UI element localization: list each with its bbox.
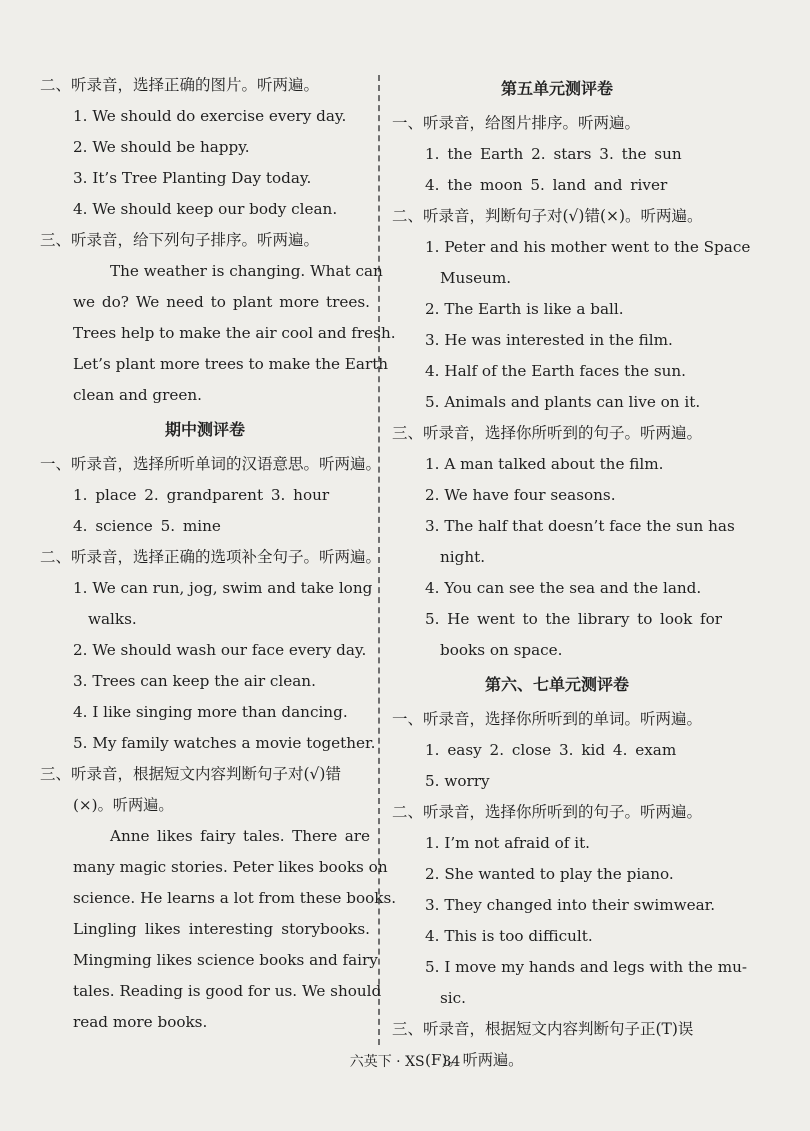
- list-item-continuation: night.: [440, 548, 486, 566]
- list-item: 4. I like singing more than dancing.: [73, 703, 348, 721]
- paragraph-line: read more books.: [73, 1013, 208, 1031]
- section-heading: 一、听录音，选择所听单词的汉语意思。听两遍。: [40, 455, 382, 473]
- list-item: 2. We should be happy.: [73, 138, 250, 156]
- paragraph-line: The weather is changing. What can: [110, 262, 383, 280]
- list-item: 3. They changed into their swimwear.: [425, 896, 716, 914]
- paragraph-line: Anne likes fairy tales. There are: [110, 827, 370, 845]
- section-heading-continuation: (×)。听两遍。: [73, 796, 174, 814]
- list-item: 3. Trees can keep the air clean.: [73, 672, 316, 690]
- page-footer: 六英下 · XS 34: [349, 1054, 461, 1070]
- word-list-row: 1. place 2. grandparent 3. hour: [73, 486, 330, 504]
- word-list-row: 4. science 5. mine: [73, 517, 221, 535]
- section-heading: 二、听录音，选择正确的选项补全句子。听两遍。: [40, 548, 382, 566]
- list-item: 2. The Earth is like a ball.: [425, 300, 624, 318]
- word-list-row: 4. the moon 5. land and river: [425, 176, 668, 194]
- list-item-continuation: sic.: [440, 989, 466, 1007]
- paragraph-line: Lingling likes interesting storybooks.: [73, 920, 370, 938]
- right-column: [392, 70, 751, 1076]
- exam-title: 第五单元测评卷: [500, 79, 613, 98]
- list-item: 4. You can see the sea and the land.: [425, 579, 702, 597]
- section-heading: 二、听录音，判断句子对(√)错(×)。听两遍。: [392, 207, 703, 225]
- exam-title: 期中测评卷: [164, 420, 245, 439]
- list-item: 3. He was interested in the film.: [425, 331, 673, 349]
- paragraph-line: Mingming likes science books and fairy: [73, 951, 378, 969]
- paragraph-line: clean and green.: [73, 386, 202, 404]
- list-item: 5. My family watches a movie together.: [73, 734, 376, 752]
- paragraph-line: many magic stories. Peter likes books on: [73, 858, 388, 876]
- section-heading: 三、听录音，选择你所听到的句子。听两遍。: [392, 424, 703, 442]
- list-item: 1. We should do exercise every day.: [73, 107, 347, 125]
- list-item: 1. I’m not afraid of it.: [425, 834, 591, 852]
- list-item: 4. Half of the Earth faces the sun.: [425, 362, 687, 380]
- section-heading: 三、听录音，给下列句子排序。听两遍。: [40, 231, 320, 249]
- list-item: 5. I move my hands and legs with the mu-: [425, 958, 748, 976]
- section-heading: 三、听录音，根据短文内容判断句子正(T)误: [392, 1020, 694, 1038]
- paragraph-line: we do? We need to plant more trees.: [73, 293, 370, 311]
- section-heading-continuation: (F)。听两遍。: [425, 1051, 524, 1069]
- list-item-continuation: books on space.: [440, 641, 563, 659]
- word-list-row: 1. easy 2. close 3. kid 4. exam: [425, 741, 677, 759]
- word-list-row: 1. the Earth 2. stars 3. the sun: [425, 145, 682, 163]
- list-item: 5. Animals and plants can live on it.: [425, 393, 701, 411]
- list-item-continuation: walks.: [88, 610, 137, 628]
- list-item: 2. We should wash our face every day.: [73, 641, 367, 659]
- section-heading: 二、听录音，选择你所听到的句子。听两遍。: [392, 803, 703, 821]
- list-item: 3. It’s Tree Planting Day today.: [73, 169, 312, 187]
- list-item: 2. We have four seasons.: [425, 486, 616, 504]
- list-item: 1. A man talked about the film.: [425, 455, 664, 473]
- list-item: 5. He went to the library to look for: [425, 610, 722, 628]
- list-item-continuation: Museum.: [440, 269, 512, 287]
- list-item: 3. The half that doesn’t face the sun has: [425, 517, 735, 535]
- section-heading: 一、听录音，选择你所听到的单词。听两遍。: [392, 710, 703, 728]
- list-item: 1. Peter and his mother went to the Space: [425, 238, 751, 256]
- list-item: 2. She wanted to play the piano.: [425, 865, 674, 883]
- section-heading: 三、听录音，根据短文内容判断句子对(√)错: [40, 765, 341, 783]
- section-heading: 二、听录音，选择正确的图片。听两遍。: [40, 76, 320, 94]
- list-item: 4. This is too difficult.: [425, 927, 593, 945]
- paragraph-line: tales. Reading is good for us. We should: [73, 982, 382, 1000]
- exam-title: 第六、七单元测评卷: [484, 675, 629, 694]
- paragraph-line: Trees help to make the air cool and fresh.: [73, 324, 396, 342]
- list-item: 1. We can run, jog, swim and take long: [73, 579, 373, 597]
- left-column: [40, 70, 397, 1038]
- word-list-row: 5. worry: [425, 772, 490, 790]
- paragraph-line: Let’s plant more trees to make the Earth: [73, 355, 389, 373]
- paragraph-line: science. He learns a lot from these books.: [73, 889, 397, 907]
- section-heading: 一、听录音，给图片排序。听两遍。: [392, 114, 641, 132]
- list-item: 4. We should keep our body clean.: [73, 200, 338, 218]
